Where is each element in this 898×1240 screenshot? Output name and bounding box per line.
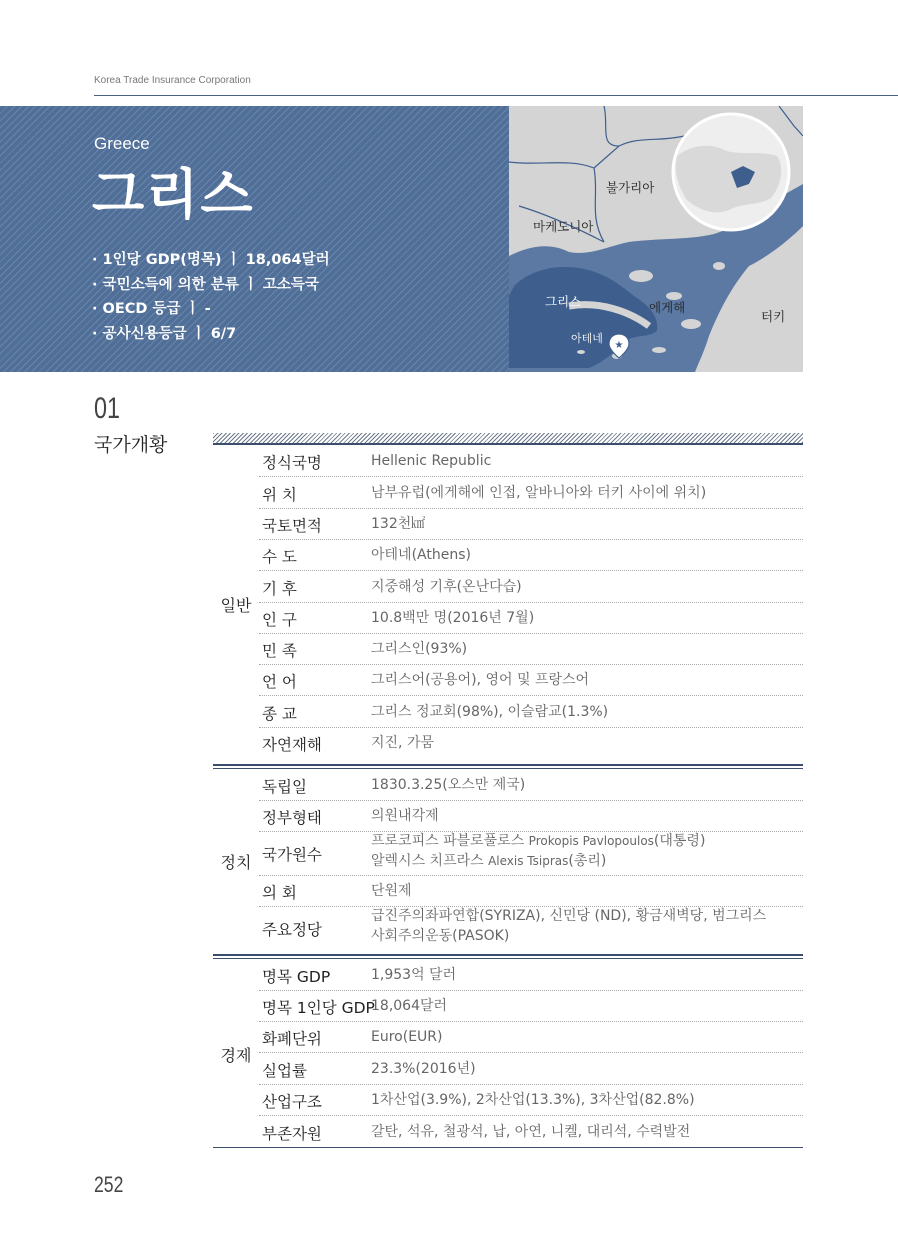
table-row — [259, 727, 803, 758]
row-key: 자연재해 — [262, 736, 322, 754]
fact-gdp-per-capita: · 1인당 GDP(명목) ㅣ 18,064달러 — [92, 252, 330, 268]
section-hatch-rule — [213, 433, 803, 443]
table-row — [259, 875, 803, 906]
map-label-bulgaria: 불가리아 — [606, 180, 655, 195]
row-value-line2: 사회주의운동(PASOK) — [371, 928, 510, 944]
value-latin-name: Prokopis Pavlopoulos — [528, 834, 654, 848]
value-text: (총리) — [568, 853, 607, 869]
group-label-general: 일반 — [220, 596, 252, 615]
row-key: 산업구조 — [262, 1093, 322, 1111]
fact-oecd-grade: · OECD 등급 ㅣ - — [92, 301, 211, 317]
map-label-aegean: 에게해 — [649, 300, 686, 315]
row-value-line1 — [371, 831, 705, 851]
row-key: 독립일 — [262, 778, 307, 796]
row-value: 지중해성 기후(온난다습) — [371, 579, 522, 595]
row-value: 갈탄, 석유, 철광석, 납, 아연, 니켈, 대리석, 수력발전 — [371, 1124, 691, 1140]
row-value: 그리스인(93%) — [371, 641, 468, 657]
row-key: 수 도 — [262, 548, 297, 566]
group-economy — [213, 959, 803, 1147]
row-key: 정식국명 — [262, 454, 322, 472]
location-map — [509, 106, 803, 372]
fact-credit-grade: · 공사신용등급 ㅣ 6/7 — [92, 325, 237, 342]
row-key: 종 교 — [262, 705, 297, 723]
table-row — [259, 1021, 803, 1052]
table-row — [259, 800, 803, 831]
header-rule — [94, 95, 898, 96]
value-text: 프로코피스 파블로풀로스 — [371, 833, 529, 849]
section-title: 국가개황 — [94, 434, 168, 456]
value-text: 알렉시스 치프라스 — [371, 853, 489, 869]
fact-income-class: · 국민소득에 의한 분류 ㅣ 고소득국 — [92, 276, 319, 293]
country-name-ko: 그리스 — [92, 163, 255, 226]
page-number: 252 — [94, 1172, 124, 1197]
row-key: 의 회 — [262, 884, 297, 902]
table-row — [259, 508, 803, 539]
group-label-politics: 정치 — [220, 853, 252, 872]
map-island — [629, 270, 653, 282]
map-label-turkey: 터키 — [761, 309, 786, 324]
row-key: 위 치 — [262, 486, 297, 504]
row-key: 인 구 — [262, 611, 297, 629]
section-number: 01 — [94, 392, 121, 425]
table-row — [259, 602, 803, 633]
table-row — [259, 445, 803, 476]
map-label-macedonia: 마케도니아 — [533, 219, 594, 234]
row-value: Hellenic Republic — [371, 453, 492, 469]
row-value: 그리스 정교회(98%), 이슬람교(1.3%) — [371, 704, 609, 720]
row-value: 지진, 가뭄 — [371, 735, 434, 751]
row-key: 국가원수 — [262, 846, 322, 864]
value-latin-name: Alexis Tsipras — [488, 854, 569, 868]
map-island — [652, 347, 666, 353]
table-row — [259, 696, 803, 727]
row-key: 기 후 — [262, 580, 297, 598]
row-key: 정부형태 — [262, 809, 322, 827]
row-value: 23.3%(2016년) — [371, 1061, 476, 1077]
table-row — [259, 539, 803, 570]
table-row — [259, 571, 803, 602]
row-value: 1,953억 달러 — [371, 967, 457, 983]
key-facts — [92, 248, 330, 346]
map-island — [577, 350, 585, 354]
row-value: Euro(EUR) — [371, 1029, 443, 1045]
row-value: 단원제 — [371, 883, 412, 899]
table-row — [259, 906, 803, 950]
table-row — [259, 959, 803, 990]
map-label-greece: 그리스 — [545, 294, 582, 309]
row-value: 1차산업(3.9%), 2차산업(13.3%), 3차산업(82.8%) — [371, 1092, 695, 1108]
table-row — [259, 1084, 803, 1115]
map-island — [713, 262, 725, 270]
table-row — [259, 769, 803, 800]
value-text: (대통령) — [653, 833, 706, 849]
country-name-en: Greece — [94, 134, 150, 153]
group-politics — [213, 769, 803, 950]
group-divider — [213, 764, 803, 766]
row-key: 명목 1인당 GDP — [262, 999, 375, 1017]
row-value-line1: 급진주의좌파연합(SYRIZA), 신민당 (ND), 황금새벽당, 범그리스 — [371, 908, 767, 924]
row-value: 의원내각제 — [371, 808, 439, 824]
table-row — [259, 477, 803, 508]
table-bottom-rule — [213, 1147, 803, 1148]
row-key: 주요정당 — [262, 921, 322, 939]
row-key: 국토면적 — [262, 517, 322, 535]
table-row — [259, 633, 803, 664]
row-value: 18,064달러 — [371, 998, 448, 1014]
row-key: 부존자원 — [262, 1125, 322, 1143]
group-general — [213, 445, 803, 759]
row-key: 명목 GDP — [262, 968, 331, 986]
row-value-line2 — [371, 851, 606, 871]
row-key: 실업률 — [262, 1062, 307, 1080]
row-key: 민 족 — [262, 642, 297, 660]
row-value: 1830.3.25(오스만 제국) — [371, 777, 526, 793]
table-row — [259, 664, 803, 695]
capital-star-icon: ★ — [614, 340, 624, 351]
map-label-athens: 아테네 — [571, 332, 603, 345]
table-row — [259, 990, 803, 1021]
row-value: 그리스어(공용어), 영어 및 프랑스어 — [371, 672, 590, 688]
group-divider — [213, 954, 803, 956]
map-island — [681, 319, 701, 329]
row-value: 남부유럽(에게해에 인접, 알바니아와 터키 사이에 위치) — [371, 485, 707, 501]
table-row — [259, 831, 803, 875]
row-value: 아테네(Athens) — [371, 547, 471, 563]
group-label-economy: 경제 — [220, 1046, 252, 1065]
organization-name: Korea Trade Insurance Corporation — [94, 75, 251, 86]
table-row — [259, 1116, 803, 1147]
row-key: 화폐단위 — [262, 1030, 322, 1048]
row-value: 132천㎢ — [371, 516, 426, 532]
map-island — [666, 292, 682, 300]
row-value: 10.8백만 명(2016년 7월) — [371, 610, 535, 626]
table-row — [259, 1053, 803, 1084]
row-key: 언 어 — [262, 673, 297, 691]
